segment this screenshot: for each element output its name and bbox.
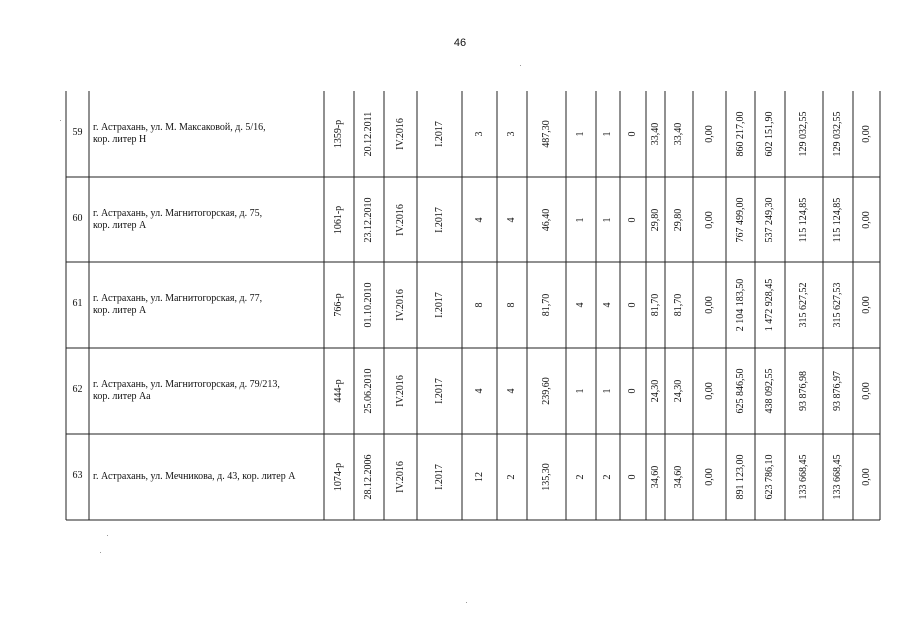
- table-cell: 129 032,55: [798, 111, 809, 157]
- table-cell: I.2017: [433, 206, 445, 233]
- table-cell: 3: [473, 131, 485, 137]
- address-line: г. Астрахань, ул. Мечникова, д. 43, кор. литер А: [93, 471, 296, 482]
- table-cell: 28.12.2006: [363, 454, 374, 500]
- table-cell: 0: [627, 217, 638, 222]
- table-cell: 133 668,45: [798, 454, 809, 500]
- table-cell: 1: [575, 217, 586, 222]
- table-cell: 2 104 183,50: [734, 278, 746, 332]
- table-cell: 4: [602, 302, 613, 308]
- address-line: г. Астрахань, ул. Магнитогорская, д. 79/213,: [93, 379, 280, 390]
- address-cell: [93, 293, 262, 317]
- table-cell: 34,60: [673, 465, 684, 489]
- table-cell: 2: [506, 474, 517, 480]
- table-cell: 2: [602, 474, 613, 480]
- table-cell: 0: [627, 474, 638, 480]
- address-cell: [93, 122, 266, 146]
- table-cell: I.2017: [433, 292, 445, 318]
- table-cell: 93 876,98: [798, 371, 809, 411]
- table-cell: I.2017: [433, 378, 445, 404]
- table-cell: 33,40: [673, 122, 684, 146]
- table-cell: 1: [602, 217, 613, 222]
- table-cell: 0,00: [703, 468, 715, 486]
- table-cell: 46,40: [540, 208, 552, 231]
- table-cell: 0,00: [860, 125, 872, 143]
- row-number: 63: [72, 470, 83, 481]
- table-cell: I.2017: [433, 464, 445, 490]
- table-cell: 0: [627, 131, 638, 137]
- row-number: 61: [72, 298, 83, 309]
- table-cell: 4: [506, 217, 517, 222]
- address-line: кор. литер Н: [93, 134, 147, 145]
- row-number: 59: [72, 127, 83, 138]
- table-cell: 115 124,85: [832, 197, 843, 242]
- table-cell: 33,40: [649, 122, 661, 146]
- table-cell: 0,00: [703, 210, 715, 229]
- table-cell: 315 627,52: [798, 282, 809, 328]
- table-cell: 24,30: [673, 379, 684, 403]
- table-cell: 1: [602, 131, 613, 137]
- scan-speck: [107, 535, 108, 536]
- address-line: кор. литер А: [93, 305, 147, 316]
- table-cell: 8: [506, 302, 517, 308]
- table-cell: 623 786,10: [764, 454, 775, 500]
- table-cell: IV.2016: [394, 203, 406, 236]
- table-cell: 537 249,30: [764, 197, 775, 242]
- table-cell: 0,00: [703, 296, 715, 314]
- table-cell: 891 123,00: [734, 454, 746, 500]
- table-cell: 29,80: [673, 208, 684, 231]
- table-cell: 487,30: [540, 120, 552, 148]
- table-cell: IV.2016: [394, 461, 406, 493]
- table-cell: 2: [575, 474, 586, 480]
- table-cell: 767 499,00: [734, 197, 746, 242]
- table-cell: 239,60: [540, 377, 552, 405]
- table-cell: 860 217,00: [734, 111, 746, 157]
- scan-speck: [520, 65, 521, 66]
- address-cell: [93, 208, 262, 232]
- row-number: 62: [72, 384, 83, 395]
- scan-speck: [100, 552, 101, 553]
- address-line: кор. литер А: [93, 219, 147, 231]
- table-cell: 34,60: [649, 465, 661, 489]
- page-number: 46: [453, 37, 467, 49]
- table-cell: 1: [575, 388, 586, 394]
- address-line: г. Астрахань, ул. М. Максаковой, д. 5/16,: [93, 122, 266, 133]
- table-cell: 0,00: [860, 296, 872, 314]
- scan-speck: [60, 120, 61, 121]
- table-cell: 81,70: [649, 293, 661, 317]
- table-cell: 1074-р: [333, 462, 344, 492]
- table-cell: 1: [602, 388, 613, 394]
- table-cell: 20.12.2011: [363, 111, 374, 157]
- table-cell: 29,80: [649, 208, 661, 231]
- address-cell: [93, 471, 295, 483]
- table-cell: 81,70: [540, 293, 552, 317]
- table-cell: 0,00: [703, 382, 715, 400]
- table-cell: 4: [473, 217, 485, 222]
- table-cell: 4: [506, 388, 517, 394]
- table-cell: I.2017: [433, 121, 445, 147]
- table-cell: 602 151,90: [764, 111, 775, 157]
- table-cell: 1: [575, 131, 586, 137]
- table-cell: 12: [473, 472, 485, 482]
- table-cell: 766-р: [333, 293, 344, 317]
- table-cell: 93 876,97: [832, 371, 843, 411]
- address-line: кор. литер Аа: [93, 391, 151, 402]
- table-cell: 0,00: [703, 125, 715, 143]
- address-line: г. Астрахань, ул. Магнитогорская, д. 75,: [93, 207, 263, 219]
- row-number: 60: [72, 212, 83, 224]
- table-cell: 1359-р: [333, 119, 344, 149]
- table-cell: IV.2016: [394, 118, 406, 150]
- table-cell: 25.06.2010: [363, 368, 374, 414]
- table-cell: 24,30: [649, 379, 661, 403]
- table-cell: 0,00: [860, 210, 872, 229]
- table-cell: 0,00: [860, 382, 872, 400]
- table-cell: 4: [575, 302, 586, 308]
- table-cell: IV.2016: [394, 375, 406, 407]
- address-cell: [93, 379, 280, 403]
- table-cell: 1061-р: [333, 205, 344, 234]
- table-cell: 23.12.2010: [363, 197, 374, 242]
- address-line: г. Астрахань, ул. Магнитогорская, д. 77,: [93, 293, 263, 304]
- table-cell: IV.2016: [394, 289, 406, 321]
- table-cell: 0: [627, 388, 638, 394]
- table-cell: 0: [627, 302, 638, 308]
- table-cell: 0,00: [860, 468, 872, 486]
- scan-speck: [466, 602, 467, 603]
- table-cell: 8: [473, 302, 485, 308]
- table-cell: 4: [473, 388, 485, 394]
- table-cell: 129 032,55: [832, 111, 843, 157]
- table-cell: 133 668,45: [832, 454, 843, 500]
- table-cell: 81,70: [673, 293, 684, 317]
- table-cell: 438 092,55: [764, 368, 775, 414]
- table-cell: 3: [506, 131, 517, 137]
- table-cell: 135,30: [540, 463, 552, 491]
- table-cell: 01.10.2010: [363, 282, 374, 328]
- table-cell: 1 472 928,45: [764, 278, 775, 332]
- table-cell: 315 627,53: [832, 282, 843, 328]
- table-cell: 115 124,85: [798, 197, 809, 242]
- table-cell: 625 846,50: [734, 368, 746, 414]
- table-cell: 444-р: [333, 379, 344, 403]
